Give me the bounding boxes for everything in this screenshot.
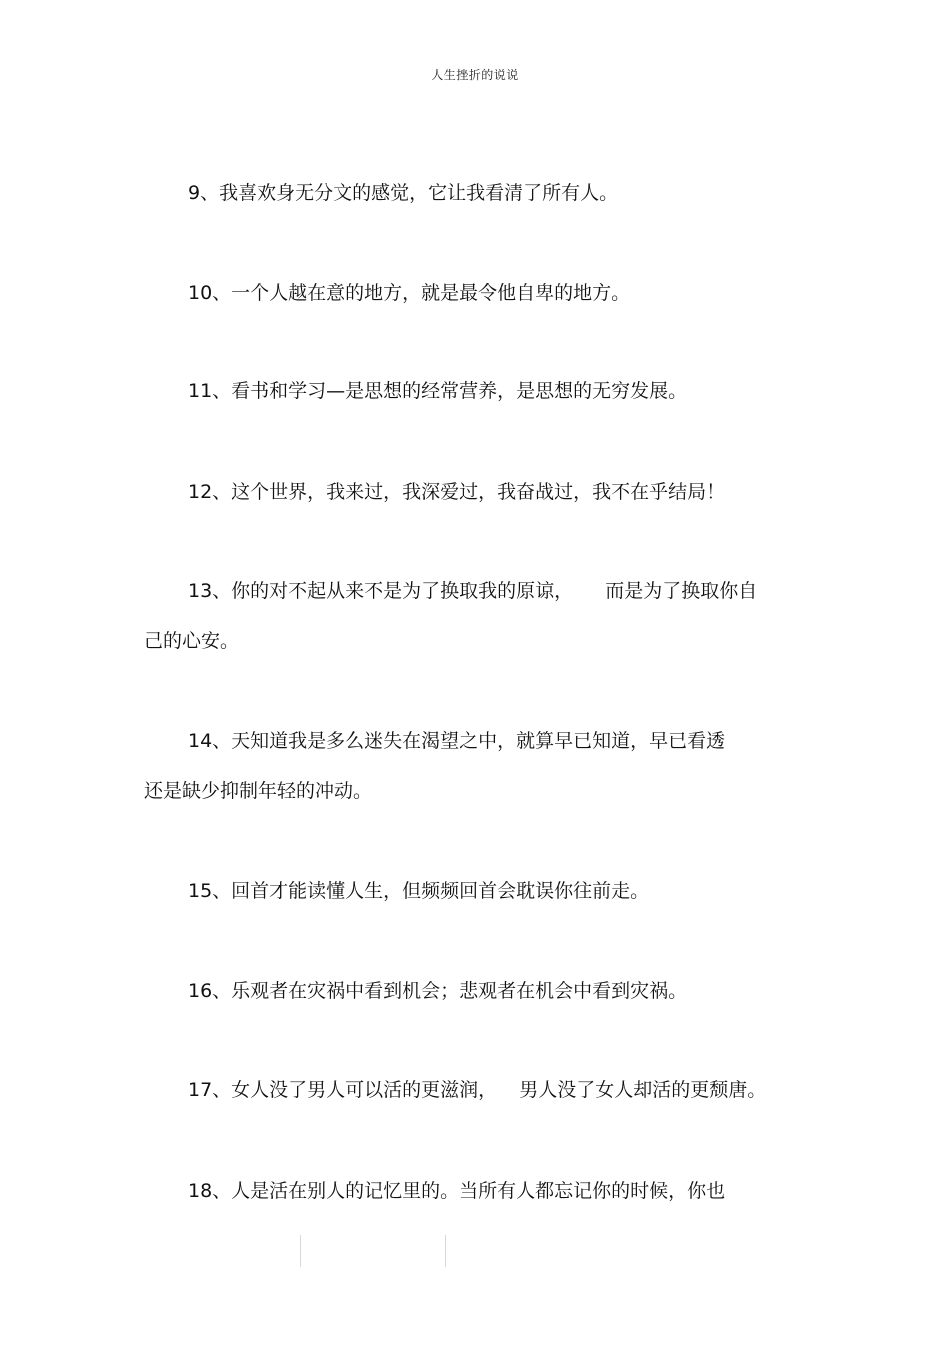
paragraph-11 bbox=[144, 366, 804, 416]
divider-left bbox=[300, 1235, 301, 1267]
paragraph-13-line-2: 己的心安。 bbox=[144, 630, 240, 652]
paragraph-16 bbox=[144, 966, 804, 1016]
paragraph-9-text: 9、我喜欢身无分文的感觉，它让我看清了所有人。 bbox=[188, 182, 619, 204]
paragraph-14 bbox=[144, 716, 804, 816]
paragraph-17-part-2: 男人没了女人却活的更颓唐。 bbox=[519, 1079, 767, 1101]
paragraph-10-text: 10、一个人越在意的地方，就是最令他自卑的地方。 bbox=[188, 282, 631, 304]
paragraph-14-line-1 bbox=[144, 716, 804, 766]
paragraph-15-text: 15、回首才能读懂人生，但频频回首会耽误你往前走。 bbox=[188, 880, 650, 902]
paragraph-17-part-1: 17、女人没了男人可以活的更滋润， bbox=[188, 1079, 498, 1101]
paragraph-12 bbox=[144, 467, 804, 517]
paragraph-18-text: 18、人是活在别人的记忆里的。当所有人都忘记你的时候，你也 bbox=[188, 1180, 726, 1202]
divider-right bbox=[445, 1235, 446, 1267]
paragraph-14-line-1-text: 14、天知道我是多么迷失在渴望之中，就算早已知道，早已看透 bbox=[188, 730, 726, 752]
paragraph-13 bbox=[144, 566, 804, 666]
paragraph-16-text: 16、乐观者在灾祸中看到机会；悲观者在机会中看到灾祸。 bbox=[188, 980, 688, 1002]
paragraph-10 bbox=[144, 268, 804, 318]
page-header: 人生挫折的说说 bbox=[431, 68, 519, 82]
paragraph-13-part-1: 13、你的对不起从来不是为了换取我的原谅， bbox=[188, 580, 574, 602]
paragraph-14-line-2: 还是缺少抑制年轻的冲动。 bbox=[144, 780, 373, 802]
paragraph-15 bbox=[144, 866, 804, 916]
paragraph-9 bbox=[144, 168, 804, 218]
paragraph-18 bbox=[144, 1166, 804, 1216]
paragraph-12-text: 12、这个世界，我来过，我深爱过，我奋战过，我不在乎结局！ bbox=[188, 481, 726, 503]
paragraph-13-line-1 bbox=[144, 566, 804, 616]
paragraph-17 bbox=[144, 1065, 804, 1115]
paragraph-11-text: 11、看书和学习—是思想的经常营养，是思想的无穷发展。 bbox=[188, 380, 688, 402]
paragraph-13-part-2: 而是为了换取你自 bbox=[605, 580, 758, 602]
